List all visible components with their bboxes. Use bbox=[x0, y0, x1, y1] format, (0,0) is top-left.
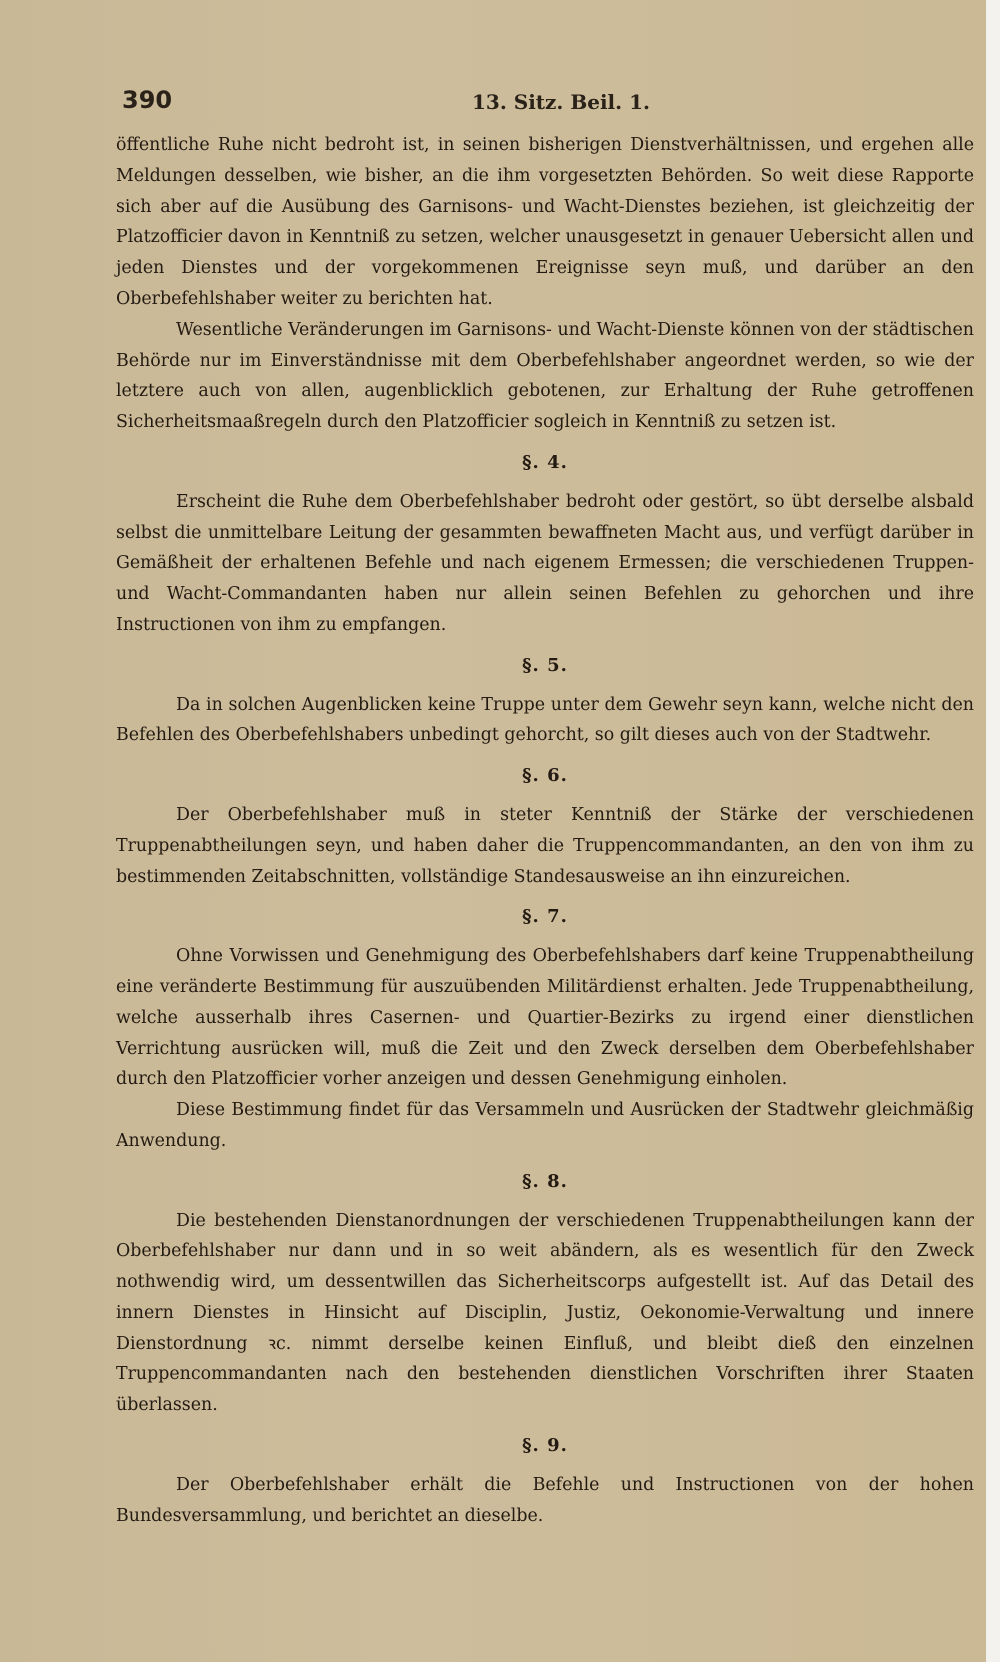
paragraph: Die bestehenden Dienstanordnungen der verschiedenen Truppenabtheilungen kann der Oberbefehlshaber nur dann und in so weit abändern, als es wesentlich für den Zweck nothwendig wird, um dessentwillen das Sicherheitscorps aufgestellt ist. Auf das Detail des innern Dienstes in Hinsicht auf Disciplin, Justiz, Oekonomie-Verwaltung und innere Dienstordnung ꝛc. nimmt derselbe keinen Einfluß, und bleibt dieß den einzelnen Truppencommandanten nach den bestehenden dienstlichen Vorschriften ihrer Staaten überlassen. bbox=[116, 1210, 974, 1416]
paragraph: Da in solchen Augenblicken keine Truppe unter dem Gewehr seyn kann, welche nicht den Befehlen des Oberbefehlshabers unbedingt gehorcht, so gilt dieses auch von der Stadtwehr. bbox=[116, 694, 974, 746]
section-heading: §. 7. bbox=[522, 906, 568, 928]
section-heading: §. 9. bbox=[522, 1435, 568, 1457]
section-heading: §. 8. bbox=[522, 1170, 568, 1192]
section-heading: §. 6. bbox=[522, 765, 568, 787]
paragraph: Ohne Vorwissen und Genehmigung des Oberbefehlshabers darf keine Truppenabtheilung eine veränderte Bestimmung für auszuübenden Militärdienst erhalten. Jede Truppenabtheilung, welche ausserhalb ihres Casernen- und Quartier-Bezirks zu irgend einer dienstlichen Verrichtung ausrücken will, muß die Zeit und den Zweck derselben dem Oberbefehlshaber durch den Platzofficier vorher anzeigen und dessen Genehmigung einholen. bbox=[116, 946, 974, 1090]
section-heading: §. 5. bbox=[522, 654, 568, 676]
page-number: 390 bbox=[122, 86, 173, 114]
paragraph: Der Oberbefehlshaber muß in steter Kenntniß der Stärke der verschiedenen Truppenabtheilungen seyn, und haben daher die Truppencommandanten, an den von ihm zu bestimmenden Zeitabschnitten, vollständige Standesausweise an ihn einzureichen. bbox=[116, 804, 974, 887]
body-text bbox=[116, 130, 974, 1531]
page-header bbox=[122, 86, 952, 126]
paragraph: Erscheint die Ruhe dem Oberbefehlshaber bedroht oder gestört, so übt derselbe alsbald selbst die unmittelbare Leitung der gesammten bewaffneten Macht aus, und verfügt darüber in Gemäßheit der erhaltenen Befehle und nach eigenem Ermessen; die verschiedenen Truppen- und Wacht-Commandanten haben nur allein seinen Befehlen zu gehorchen und ihre Instructionen von ihm zu empfangen. bbox=[116, 491, 974, 635]
section-heading: §. 4. bbox=[522, 451, 568, 473]
paragraph: Diese Bestimmung findet für das Versammeln und Ausrücken der Stadtwehr gleichmäßig Anwendung. bbox=[116, 1100, 974, 1151]
running-head: 13. Sitz. Beil. 1. bbox=[472, 90, 650, 114]
paragraph: öffentliche Ruhe nicht bedroht ist, in seinen bisherigen Dienstverhältnissen, und ergehen alle Meldungen desselben, wie bisher, an die ihm vorgesetzten Behörden. So weit diese Rapporte sich aber auf die Ausübung des Garnisons- und Wacht-Dienstes beziehen, ist gleichzeitig der Platzofficier davon in Kenntniß zu setzen, welcher unausgesetzt in genauer Uebersicht allen und jeden Dienstes und der vorgekommenen Ereignisse seyn muß, und darüber an den Oberbefehlshaber weiter zu berichten hat. bbox=[116, 135, 974, 309]
paragraph: Wesentliche Veränderungen im Garnisons- und Wacht-Dienste können von der städtischen Behörde nur im Einverständnisse mit dem Oberbefehlshaber angeordnet werden, so wie der letztere auch von allen, augenblicklich gebotenen, zur Erhaltung der Ruhe getroffenen Sicherheitsmaaßregeln durch den Platzofficier sogleich in Kenntniß zu setzen ist. bbox=[116, 319, 974, 433]
paragraph: Der Oberbefehlshaber erhält die Befehle und Instructionen von der hohen Bundesversammlung, und berichtet an dieselbe. bbox=[116, 1474, 974, 1526]
page-margin bbox=[986, 0, 1000, 1662]
